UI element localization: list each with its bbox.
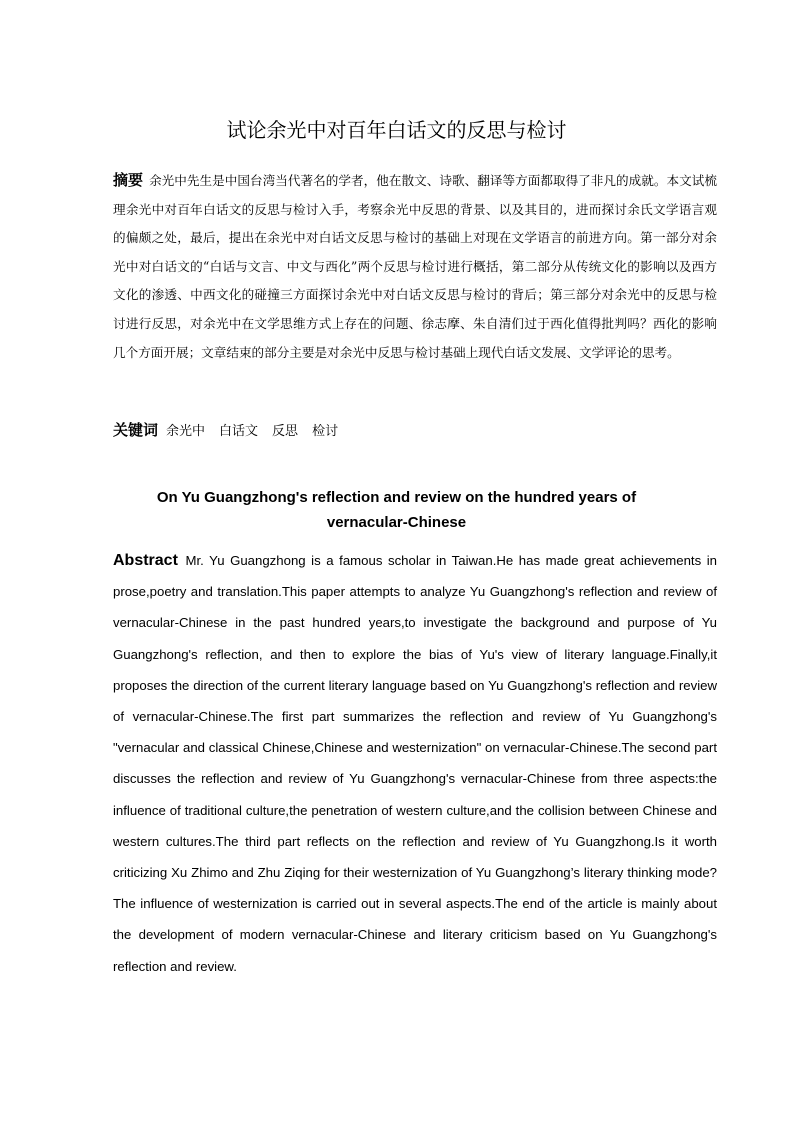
english-abstract-label: Abstract: [113, 552, 178, 569]
english-abstract: [113, 545, 717, 982]
chinese-abstract: [113, 166, 717, 367]
keyword: 白话文: [219, 424, 259, 439]
chinese-keywords: [113, 416, 717, 446]
english-abstract-text: Mr. Yu Guangzhong is a famous scholar in Taiwan.He has made great achievements in prose,poetry and translation.This paper attempts to analyze Yu Guangzhong's reflection and review of vernacular-Chinese in the past hundred years,to investigate the background and purpose of Yu Guangzhong's reflection, and then to explore the bias of Yu's view of literary language.Finally,it proposes the direction of the current literary language based on Yu Guangzhong's reflection and review of vernacular-Chinese.The first part summarizes the reflection and review of Yu Guangzhong's "vernacular and classical Chinese,Chinese and westernization" on vernacular-Chinese.The second part discusses the reflection and review of Yu Guangzhong's vernacular-Chinese from three aspects:the influence of traditional culture,the penetration of western culture,and the collision between Chinese and western cultures.The third part reflects on the reflection and review of Yu Guangzhong.Is it worth criticizing Xu Zhimo and Zhu Ziqing for their westernization of Yu Guangzhong’s literary thinking mode?The influence of westernization is carried out in several aspects.The end of the article is mainly about the development of modern vernacular-Chinese and literary criticism based on Yu Guangzhong's reflection and review.: [113, 553, 717, 974]
keyword: 余光中: [166, 424, 206, 439]
keyword: 反思: [272, 424, 299, 439]
chinese-keywords-label: 关键词: [113, 421, 159, 439]
english-title: On Yu Guangzhong's reflection and review on the hundred years of vernacular-Chinese: [156, 489, 637, 531]
chinese-abstract-label: 摘要: [113, 171, 144, 189]
keyword: 检讨: [312, 424, 339, 439]
chinese-abstract-text: 余光中先生是中国台湾当代著名的学者，他在散文、诗歌、翻译等方面都取得了非凡的成就。本文试梳理余光中对百年白话文的反思与检讨入手，考察余光中反思的背景、以及其目的，进而探讨余氏文学语言观的偏颇之处，最后，提出在余光中对白话文反思与检讨的基础上对现在文学语言的前进方向。第一部分对余光中对白话文的“白话与文言、中文与西化”两个反思与检讨进行概括，第二部分从传统文化的影响以及西方文化的渗透、中西文化的碰撞三方面探讨余光中对白话文反思与检讨的背后；第三部分对余光中的反思与检讨进行反思，对余光中在文学思维方式上存在的问题、徐志摩、朱自清们过于西化值得批判吗？西化的影响几个方面开展；文章结束的部分主要是对余光中反思与检讨基础上现代白话文发展、文学评论的思考。: [113, 173, 717, 360]
chinese-title: 试论余光中对百年白话文的反思与检讨: [226, 118, 567, 142]
